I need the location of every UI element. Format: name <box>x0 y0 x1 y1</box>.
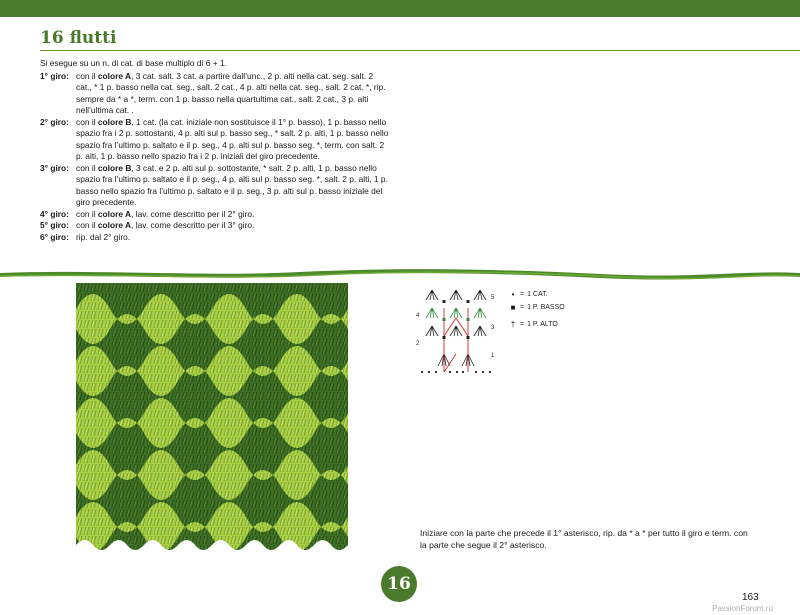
page-number: 163 <box>742 592 759 603</box>
chain-dot-icon: • <box>511 290 515 299</box>
color-name: colore A <box>97 70 132 81</box>
row-label: 1° giro: <box>40 70 69 81</box>
legend-item: ■ = 1 P. BASSO <box>508 301 565 314</box>
legend-item: • = 1 CAT. <box>508 288 565 301</box>
row-label: 5° giro: <box>40 220 69 230</box>
crochet-swatch-image <box>76 283 348 551</box>
double-crochet-icon: † <box>510 319 516 329</box>
row-label: 4° giro: <box>40 208 69 219</box>
repeat-note: Iniziare con la parte che precede il 1° asterisco, rip. da * a * per tutto il giro e term. con la parte che segue il 2° asterisco. <box>420 528 748 550</box>
instruction-row <box>40 163 390 209</box>
stitch-diagram <box>416 286 500 378</box>
row-text: con il colore B, 1 cat. (la cat. iniziale non sostituisce il 1° p. basso), 1 p. basso nello spazio fra i 2 p. sottostanti, 4 p. alti sul p. basso seg., * salt. 2 p. alti, 1 p. basso nello spazio fra l’ultimo p. saltato e il p. seg., 4 p. alti sul p. basso seg. *, term. con salt. 2 p. alti, 1 p. basso nello spazio fra i 2 p. iniziali del giro precedente. <box>76 116 389 161</box>
legend-label: 1 CAT. <box>527 291 548 298</box>
pattern-instructions <box>40 58 390 243</box>
title-divider <box>40 50 800 51</box>
row-number: 4 <box>416 313 420 319</box>
color-name: colore B <box>97 116 132 127</box>
instruction-row <box>40 209 390 221</box>
page-title: 16 flutti <box>40 28 117 48</box>
row-number: 2 <box>416 341 420 347</box>
row-text: con il colore B, 3 cat. e 2 p. alti sul p. sottostante, * salt. 2 p. alti, 1 p. basso nello spazio fra l’ultimo p. saltato e il p. seg., 4 p. alti sul p. basso seg. *, salt. 2 p. alti, 1 p. basso nello spazio fra l’ultimo p. saltato e il p. seg., 3 p. alti sul p. basso iniziale del giro precedente. <box>76 162 388 207</box>
legend-label: 1 P. ALTO <box>527 320 558 328</box>
single-crochet-square-icon: ■ <box>510 303 516 312</box>
row-label: 2° giro: <box>40 116 69 127</box>
row-number: 5 <box>491 295 495 301</box>
row-text: rip. dal 2° giro. <box>76 231 131 242</box>
instruction-row <box>40 220 390 232</box>
row-label: 6° giro: <box>40 231 69 242</box>
row-text: con il colore A, lav. come descritto per il 3° giro. <box>76 220 255 230</box>
instruction-row <box>40 71 390 117</box>
row-label: 3° giro: <box>40 162 69 173</box>
color-name: colore B <box>97 162 132 173</box>
instruction-row <box>40 117 390 163</box>
legend-label: 1 P. BASSO <box>527 304 565 311</box>
intro-text: Si esegue su un n. di cat. di base multiplo di 6 + 1. <box>40 58 227 68</box>
diagram-legend <box>508 288 565 334</box>
row-number: 1 <box>491 353 495 359</box>
instruction-row <box>40 232 390 244</box>
color-name: colore A <box>97 220 132 230</box>
row-text: con il colore A, 3 cat. salt. 3 cat. a partire dall’unc., 2 p. alti nella cat. seg. salt. 2 cat., * 1 p. basso nella cat. seg., salt. 2 cat., 4 p. alti nella cat. seg., salt. 2 cat. *, rip. sempre da * a *, term. con 1 p. basso nella quartultima cat., salt. 2 cat., 3 p. alti nell’ultima cat. . <box>76 70 386 115</box>
legend-item: † = 1 P. ALTO <box>508 314 565 334</box>
row-text: con il colore A, lav. come descritto per il 2° giro. <box>76 208 255 219</box>
pattern-number-badge: 16 <box>381 566 417 602</box>
yarn-strand-divider <box>0 268 800 282</box>
header-band <box>0 0 800 17</box>
watermark: PassionForum.ru <box>712 604 773 613</box>
color-name: colore A <box>97 208 132 219</box>
row-number: 3 <box>491 325 495 331</box>
